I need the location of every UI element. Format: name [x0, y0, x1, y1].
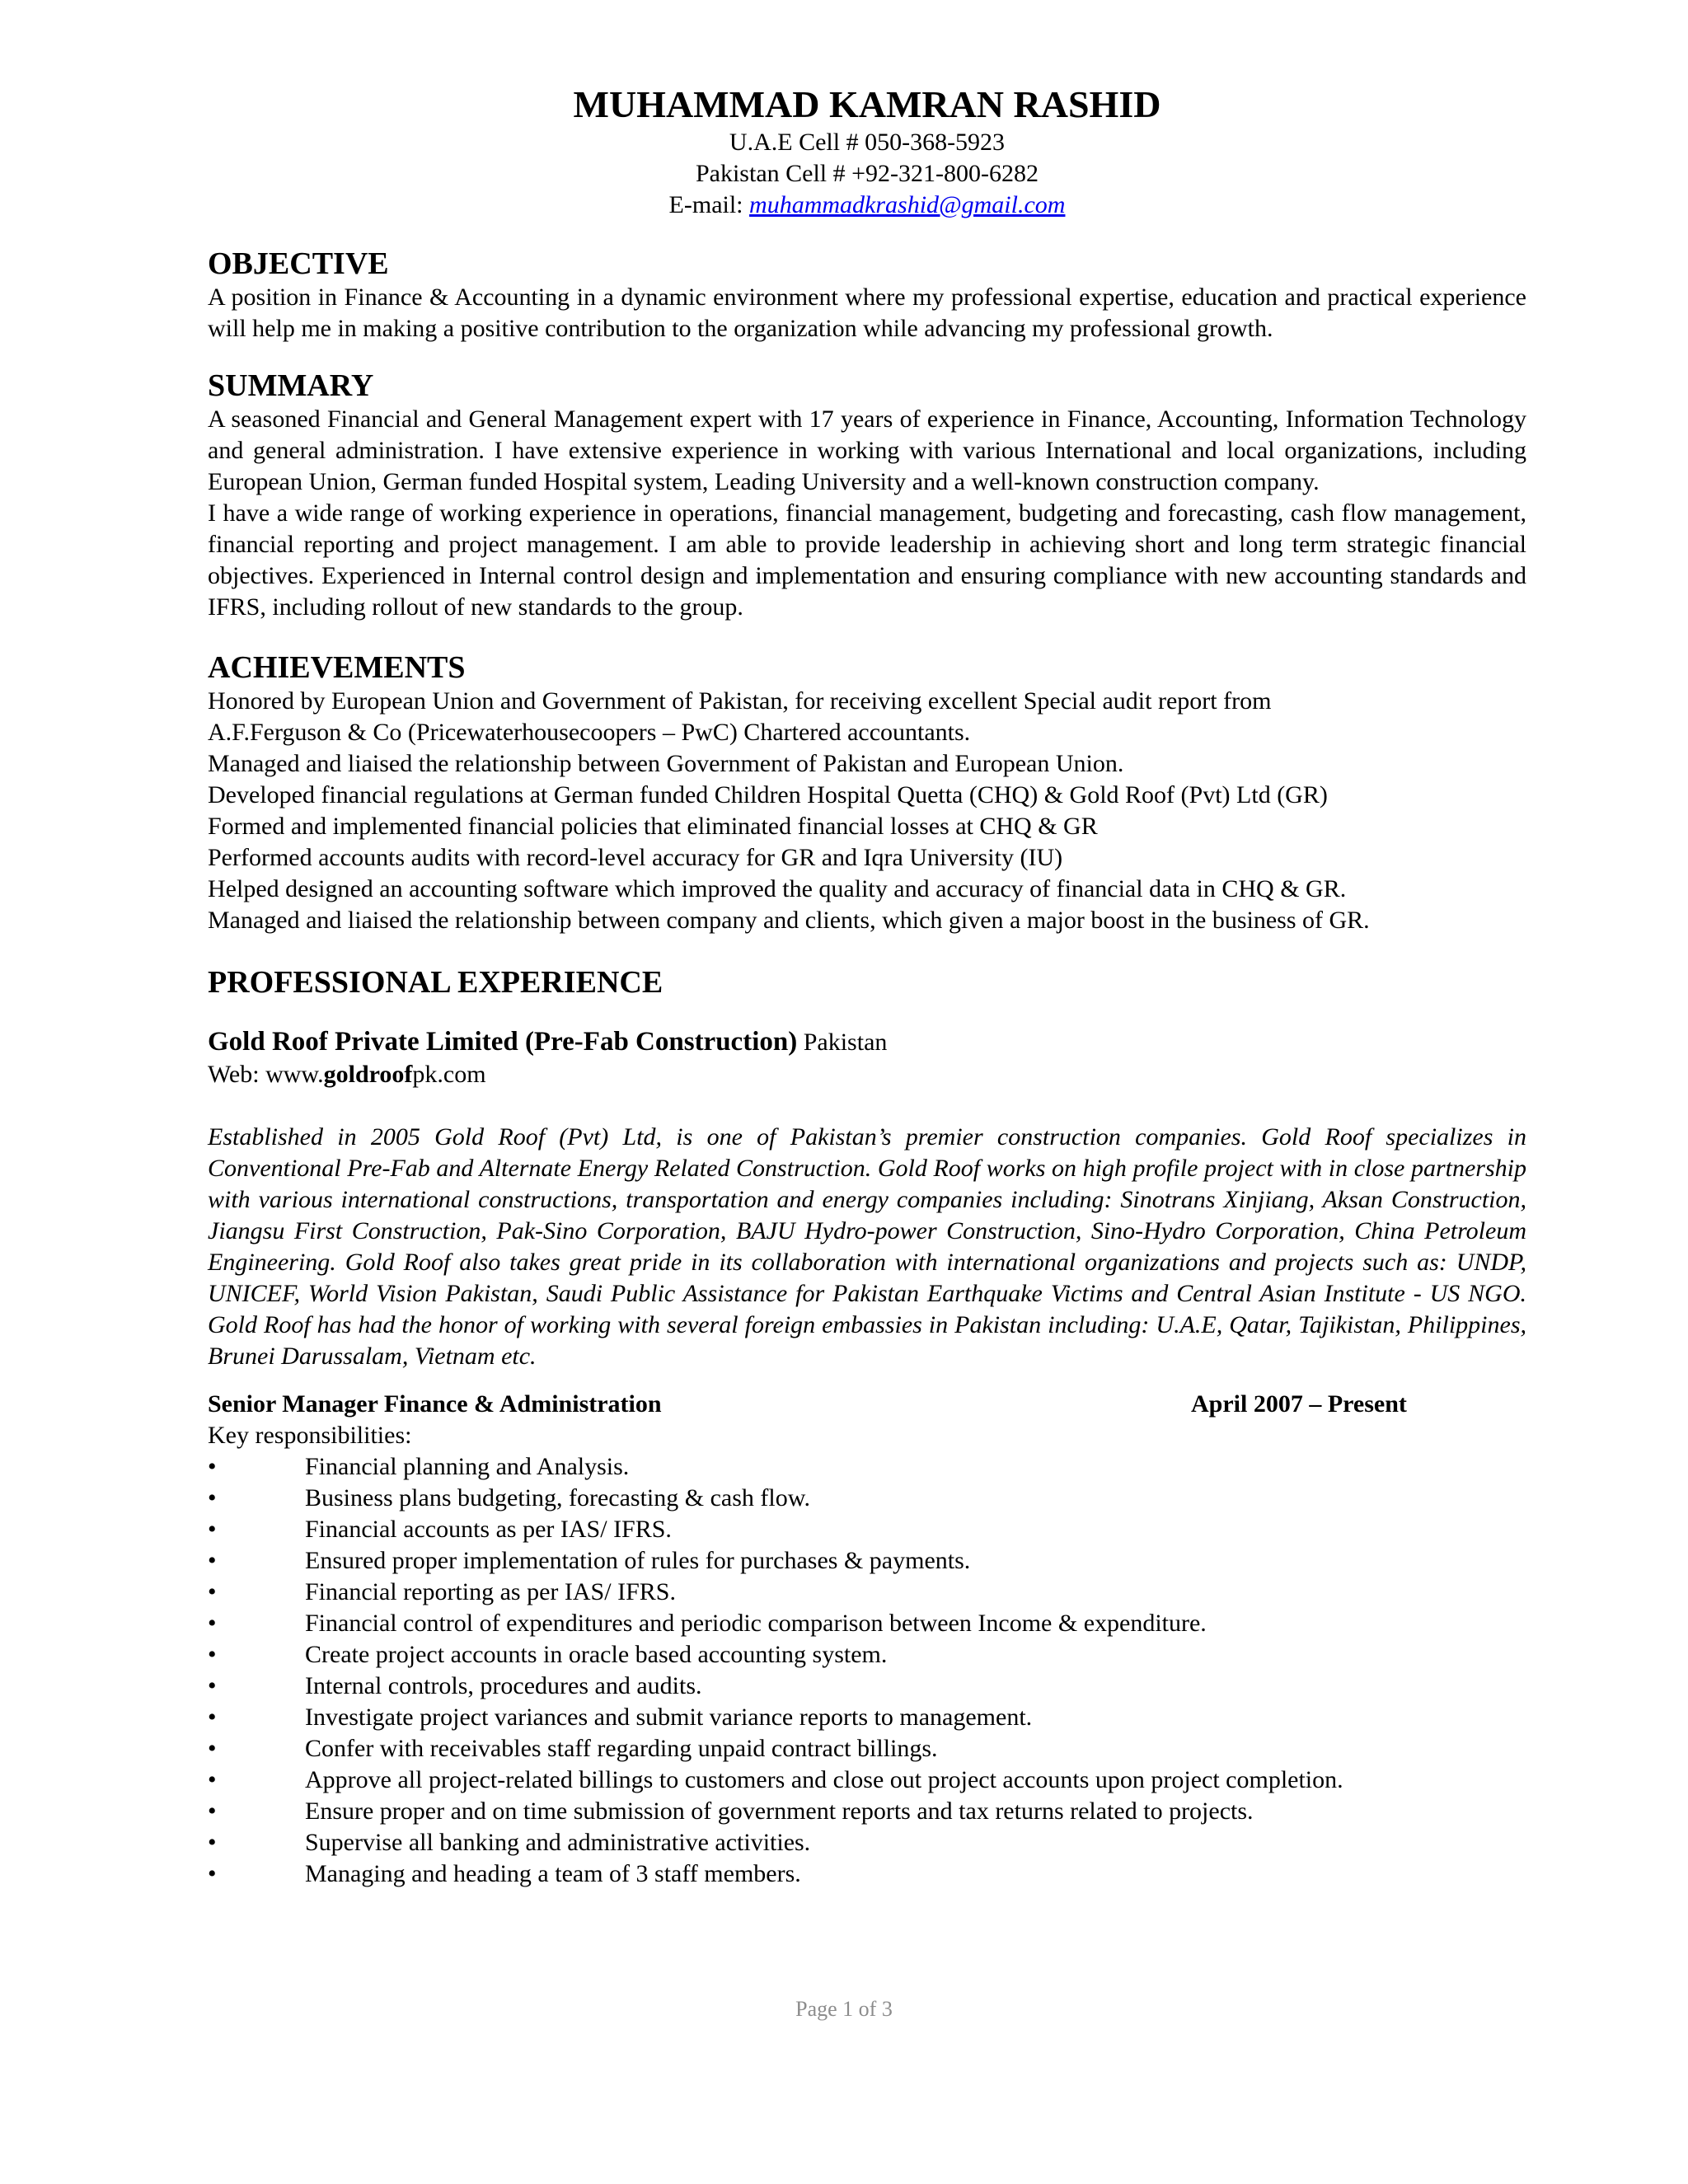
list-item-text: Financial accounts as per IAS/ IFRS.: [305, 1516, 672, 1543]
bullet-icon: •: [208, 1735, 217, 1762]
candidate-name: MUHAMMAD KAMRAN RASHID: [573, 83, 1161, 125]
experience-heading: PROFESSIONAL EXPERIENCE: [208, 965, 663, 1000]
list-item-text: Managing and heading a team of 3 staff members.: [305, 1860, 801, 1887]
bullet-icon: •: [208, 1766, 217, 1793]
web-domain-bold: goldroof: [323, 1061, 413, 1088]
bullet-icon: •: [208, 1578, 217, 1605]
list-item-text: Approve all project-related billings to customers and close out project accounts upon project completion.: [305, 1766, 1343, 1793]
role-header: [208, 1389, 1526, 1420]
bullet-icon: •: [208, 1610, 217, 1637]
email-line: [208, 190, 1526, 221]
list-item-text: Confer with receivables staff regarding unpaid contract billings.: [305, 1735, 938, 1762]
list-item: [208, 1639, 1526, 1671]
objective-text: A position in Finance & Accounting in a dynamic environment where my professional expertise, education and practical experience will help me in making a positive contribution to the organization while advancing my professional growth.: [208, 284, 1526, 342]
list-item-text: Financial control of expenditures and periodic comparison between Income & expenditure.: [305, 1610, 1207, 1637]
list-item-text: Ensured proper implementation of rules for purchases & payments.: [305, 1547, 971, 1574]
responsibilities-list: [208, 1451, 1526, 1890]
list-item-text: Create project accounts in oracle based accounting system.: [305, 1641, 888, 1668]
achievements-heading: ACHIEVEMENTS: [208, 650, 466, 685]
company-name: Gold Roof Private Limited (Pre-Fab Construction): [208, 1027, 798, 1057]
page-number: Page 1 of 3: [795, 1997, 893, 2021]
summary-paragraph-1: A seasoned Financial and General Management expert with 17 years of experience in Finance, Accounting, Information Technology and general administration. I have extensive experience in working with various International and local organizations, including European Union, German funded Hospital system, Leading University and a well-known construction company.: [208, 405, 1526, 495]
bullet-icon: •: [208, 1453, 217, 1480]
company-line: [208, 1025, 1526, 1059]
bullet-icon: •: [208, 1547, 217, 1574]
list-item-text: Business plans budgeting, forecasting & cash flow.: [305, 1484, 810, 1511]
bullet-icon: •: [208, 1860, 217, 1887]
achievement-line: Managed and liaised the relationship between Government of Pakistan and European Union.: [208, 750, 1124, 777]
list-item: [208, 1577, 1526, 1608]
company-web: [208, 1059, 1526, 1090]
web-domain-rest: pk.com: [412, 1061, 486, 1088]
list-item-text: Internal controls, procedures and audits.: [305, 1672, 702, 1699]
web-label: Web: www.: [208, 1061, 324, 1088]
list-item: [208, 1451, 1526, 1483]
list-item-text: Financial reporting as per IAS/ IFRS.: [305, 1578, 676, 1605]
achievement-line: Performed accounts audits with record-level accuracy for GR and Iqra University (IU): [208, 844, 1063, 871]
responsibilities-label: Key responsibilities:: [208, 1422, 412, 1449]
resume-page: [208, 82, 1526, 1890]
achievements-list: [208, 686, 1526, 936]
company-description: Established in 2005 Gold Roof (Pvt) Ltd, is one of Pakistan’s premier construction companies. Gold Roof specializes in Conventional Pre-Fab and Alternate Energy Related Construction. Gold Roof works on high profile project with in close partnership with various international constructions, transportation and energy companies including: Sinotrans Xinjiang, Aksan Construction, Jiangsu First Construction, Pak-Sino Corporation, BAJU Hydro-power Construction, Sino-Hydro Corporation, China Petroleum Engineering. Gold Roof also takes great pride in its collaboration with international organizations and projects such as: UNDP, UNICEF, World Vision Pakistan, Saudi Public Assistance for Pakistan Earthquake Victims and Central Asian Institute - US NGO. Gold Roof has had the honor of working with several foreign embassies in Pakistan including: U.A.E, Qatar, Tajikistan, Philippines, Brunei Darussalam, Vietnam etc.: [208, 1123, 1526, 1370]
email-link[interactable]: muhammadkrashid@gmail.com: [749, 191, 1066, 218]
list-item: [208, 1827, 1526, 1858]
list-item: [208, 1765, 1526, 1796]
bullet-icon: •: [208, 1516, 217, 1543]
list-item: [208, 1483, 1526, 1514]
list-item-text: Financial planning and Analysis.: [305, 1453, 630, 1480]
role-dates: April 2007 – Present: [1191, 1390, 1407, 1418]
email-label: E-mail:: [668, 191, 750, 218]
list-item: [208, 1702, 1526, 1733]
achievement-line: A.F.Ferguson & Co (Pricewaterhousecoopers – PwC) Chartered accountants.: [208, 719, 971, 746]
achievement-line: Honored by European Union and Government of Pakistan, for receiving excellent Special audit report from: [208, 687, 1272, 715]
pakistan-cell: Pakistan Cell # +92-321-800-6282: [695, 160, 1039, 187]
list-item: [208, 1545, 1526, 1577]
company-country: Pakistan: [797, 1029, 888, 1056]
achievement-line: Helped designed an accounting software which improved the quality and accuracy of financial data in CHQ & GR.: [208, 875, 1347, 902]
summary-paragraph-2: I have a wide range of working experience in operations, financial management, budgeting and forecasting, cash flow management, financial reporting and project management. I am able to provide leadership in achieving short and long term strategic financial objectives. Experienced in Internal control design and implementation and ensuring compliance with new accounting standards and IFRS, including rollout of new standards to the group.: [208, 499, 1526, 621]
bullet-icon: •: [208, 1641, 217, 1668]
objective-heading: OBJECTIVE: [208, 246, 389, 281]
achievement-line: Developed financial regulations at German funded Children Hospital Quetta (CHQ) & Gold Roof (Pvt) Ltd (GR): [208, 781, 1328, 808]
list-item: [208, 1733, 1526, 1765]
achievement-line: Managed and liaised the relationship between company and clients, which given a major boost in the business of GR.: [208, 907, 1370, 934]
list-item: [208, 1608, 1526, 1639]
bullet-icon: •: [208, 1829, 217, 1856]
bullet-icon: •: [208, 1704, 217, 1731]
list-item: [208, 1671, 1526, 1702]
list-item-text: Supervise all banking and administrative activities.: [305, 1829, 811, 1856]
role-title: Senior Manager Finance & Administration: [208, 1390, 662, 1418]
list-item-text: Investigate project variances and submit variance reports to management.: [305, 1704, 1033, 1731]
list-item: [208, 1514, 1526, 1545]
list-item: [208, 1858, 1526, 1890]
list-item-text: Ensure proper and on time submission of government reports and tax returns related to projects.: [305, 1797, 1254, 1825]
resume-header: [208, 82, 1526, 221]
bullet-icon: •: [208, 1484, 217, 1511]
bullet-icon: •: [208, 1672, 217, 1699]
list-item: [208, 1796, 1526, 1827]
bullet-icon: •: [208, 1797, 217, 1825]
summary-heading: SUMMARY: [208, 368, 374, 403]
uae-cell: U.A.E Cell # 050-368-5923: [729, 129, 1006, 156]
achievement-line: Formed and implemented financial policies that eliminated financial losses at CHQ & GR: [208, 813, 1098, 840]
